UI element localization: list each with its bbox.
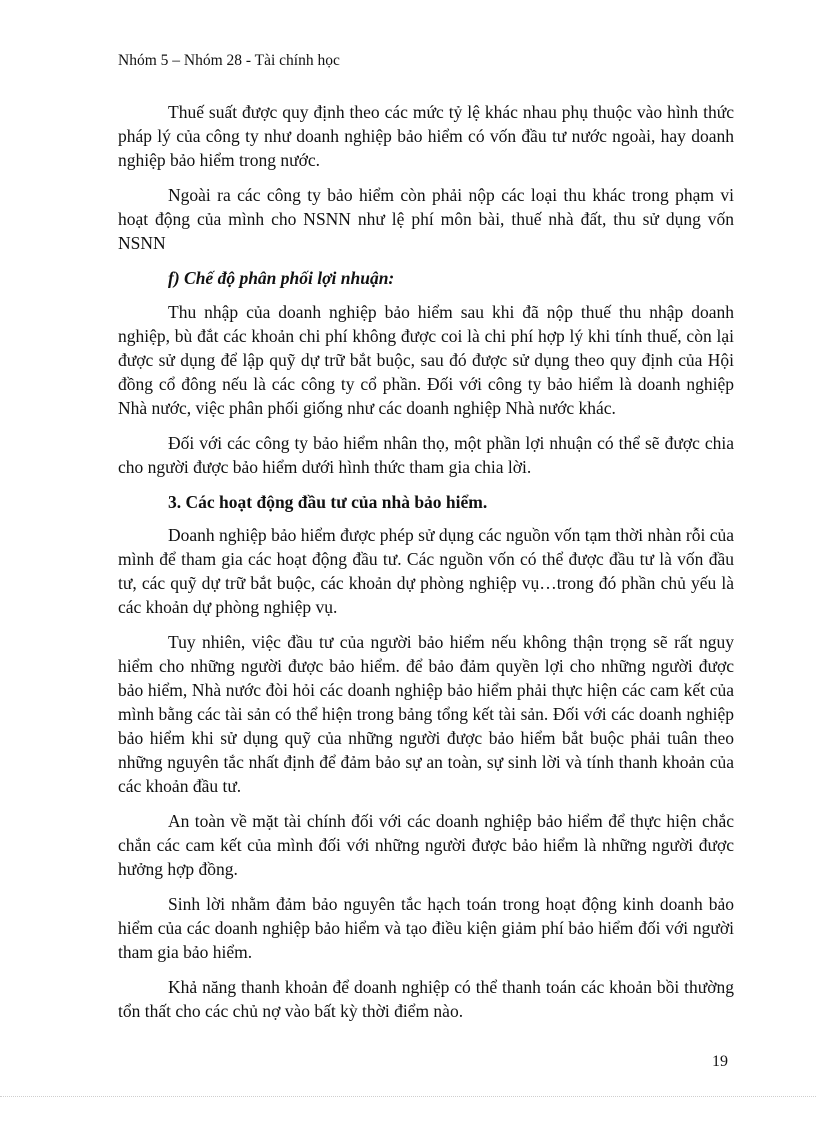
page-header: Nhóm 5 – Nhóm 28 - Tài chính học — [118, 52, 340, 69]
page-bottom-divider — [0, 1096, 816, 1097]
paragraph-investment-risk: Tuy nhiên, việc đầu tư của người bảo hiểm nếu không thận trọng sẽ rất nguy hiểm cho những người được bảo hiểm. để bảo đảm quyền lợi cho những người được bảo hiểm, Nhà nước đòi hỏi các doanh nghiệp bảo hiểm phải thực hiện các cam kết của mình bằng các tài sản có thể hiện trong bảng tổng kết tài sản. Đối với các doanh nghiệp bảo hiểm khi sử dụng quỹ của những người được bảo hiểm bắt buộc phải tuân theo những nguyên tắc nhất định để đảm bảo sự an toàn, sự sinh lời và tính thanh khoản của các khoản đầu tư. — [118, 632, 734, 796]
paragraph-safety: An toàn về mặt tài chính đối với các doanh nghiệp bảo hiểm để thực hiện chắc chắn các cam kết của mình đối với những người được bảo hiểm là những người được hưởng hợp đồng. — [118, 811, 734, 879]
paragraph-investment-sources: Doanh nghiệp bảo hiểm được phép sử dụng các nguồn vốn tạm thời nhàn rỗi của mình để tham gia các hoạt động đầu tư. Các nguồn vốn có thể được đầu tư là vốn đầu tư, các quỹ dự trữ bắt buộc, các khoản dự phòng nghiệp vụ…trong đó phần chủ yếu là các khoản dự phòng nghiệp vụ. — [118, 525, 734, 617]
paragraph-income-distribution: Thu nhập của doanh nghiệp bảo hiểm sau khi đã nộp thuế thu nhập doanh nghiệp, bù đắt các khoản chi phí không được coi là chi phí hợp lý khi tính thuế, còn lại được sử dụng để lập quỹ dự trữ bắt buộc, sau đó được sử dụng theo quy định của Hội đồng cổ đông nếu là các công ty cổ phần. Đối với công ty bảo hiểm là doanh nghiệp Nhà nước, việc phân phối giống như các doanh nghiệp Nhà nước khác. — [118, 302, 734, 418]
paragraph-life-insurance: Đối với các công ty bảo hiểm nhân thọ, một phần lợi nhuận có thể sẽ được chia cho người được bảo hiểm dưới hình thức tham gia chia lời. — [118, 433, 734, 477]
subheading-profit-distribution: f) Chế độ phân phối lợi nhuận: — [168, 268, 395, 288]
paragraph-other-fees: Ngoài ra các công ty bảo hiểm còn phải nộp các loại thu khác trong phạm vi hoạt động của mình cho NSNN như lệ phí môn bài, thuế nhà đất, thu sử dụng vốn NSNN — [118, 185, 734, 253]
section-heading-investment: 3. Các hoạt động đầu tư của nhà bảo hiểm. — [168, 492, 488, 512]
paragraph-liquidity: Khả năng thanh khoản để doanh nghiệp có thể thanh toán các khoản bồi thường tổn thất cho các chủ nợ vào bất kỳ thời điểm nào. — [118, 977, 734, 1021]
document-body — [118, 100, 734, 1034]
page-number: 19 — [712, 1053, 728, 1070]
paragraph-profitability: Sinh lời nhằm đảm bảo nguyên tắc hạch toán trong hoạt động kinh doanh bảo hiểm của các doanh nghiệp bảo hiểm và tạo điều kiện giảm phí bảo hiểm đối với người tham gia bảo hiểm. — [118, 894, 734, 962]
paragraph-tax-rate: Thuế suất được quy định theo các mức tỷ lệ khác nhau phụ thuộc vào hình thức pháp lý của công ty như doanh nghiệp bảo hiểm có vốn đầu tư nước ngoài, hay doanh nghiệp bảo hiểm trong nước. — [118, 102, 734, 170]
